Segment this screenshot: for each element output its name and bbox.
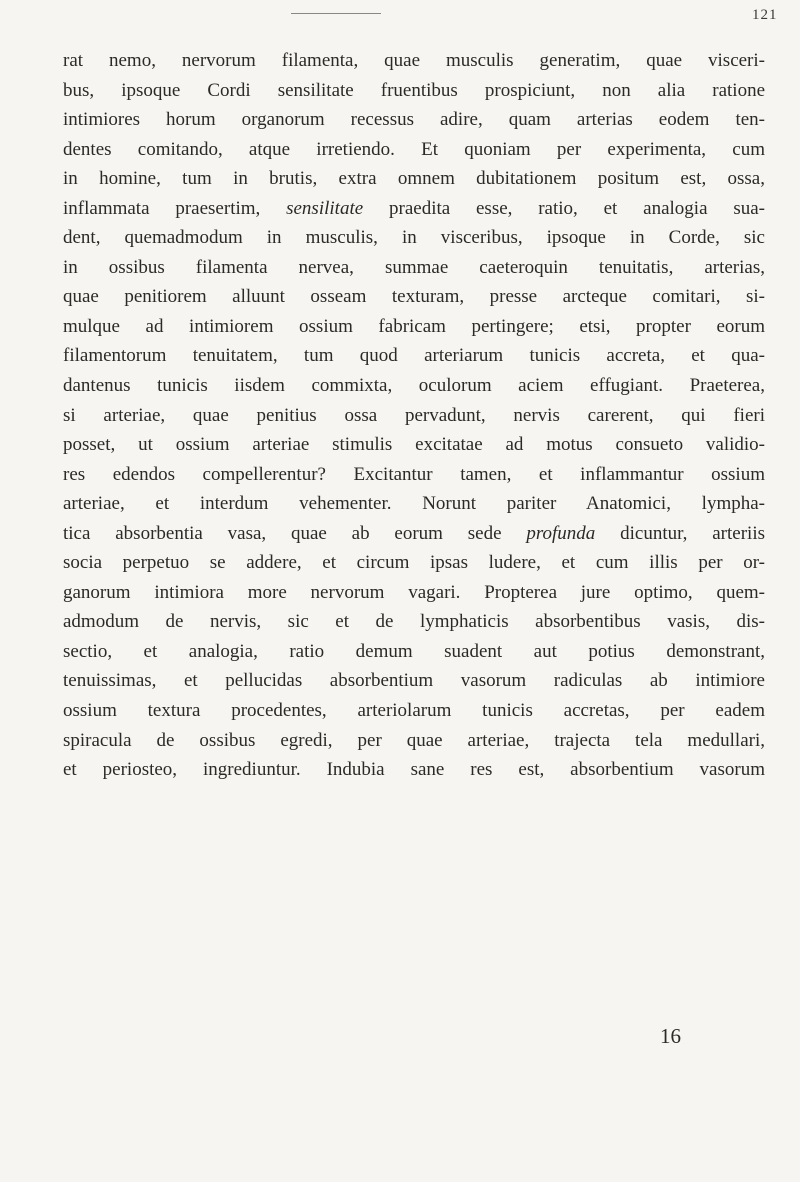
text-line: socia perpetuo se addere, et circum ipsas ludere, et cum illis per or- bbox=[63, 552, 765, 574]
text-line: res edendos compellerentur? Excitantur tamen, et inflammantur ossium bbox=[63, 463, 765, 485]
text-line: in ossibus filamenta nervea, summae caeteroquin tenuitatis, arterias, bbox=[63, 256, 765, 278]
signature-mark: 16 bbox=[660, 1024, 681, 1048]
text-line: admodum de nervis, sic et de lymphaticis absorbentibus vasis, dis- bbox=[63, 611, 765, 633]
text-line: et periosteo, ingrediuntur. Indubia sane res est, absorbentium vasorum bbox=[63, 759, 765, 781]
text-line: filamentorum tenuitatem, tum quod arteriarum tunicis accreta, et qua- bbox=[63, 345, 765, 367]
text-line: spiracula de ossibus egredi, per quae arteriae, trajecta tela medullari, bbox=[63, 729, 765, 751]
text-line: dentes comitando, atque irretiendo. Et quoniam per experimenta, cum bbox=[63, 138, 765, 160]
text-line: rat nemo, nervorum filamenta, quae musculis generatim, quae visceri- bbox=[63, 50, 765, 71]
text-line: quae penitiorem alluunt osseam texturam, presse arcteque comitari, si- bbox=[63, 286, 765, 308]
header-rule bbox=[291, 13, 381, 14]
text-line: tica absorbentia vasa, quae ab eorum sede profunda dicuntur, arteriis bbox=[63, 522, 765, 544]
text-line: inflammata praesertim, sensilitate praedita esse, ratio, et analogia sua- bbox=[63, 197, 765, 219]
text-line: in homine, tum in brutis, extra omnem dubitationem positum est, ossa, bbox=[63, 168, 765, 190]
italic-term: profunda bbox=[526, 522, 596, 544]
text-line: dantenus tunicis iisdem commixta, oculorum aciem effugiant. Praeterea, bbox=[63, 375, 765, 397]
text-line: ossium textura procedentes, arteriolarum tunicis accretas, per eadem bbox=[63, 700, 765, 722]
text-line: intimiores horum organorum recessus adire, quam arterias eodem ten- bbox=[63, 109, 765, 131]
text-line: arteriae, et interdum vehementer. Norunt pariter Anatomici, lympha- bbox=[63, 493, 765, 515]
text-line: tenuissimas, et pellucidas absorbentium vasorum radiculas ab intimiore bbox=[63, 670, 765, 692]
page-number: 121 bbox=[752, 7, 778, 23]
text-line: mulque ad intimiorem ossium fabricam pertingere; etsi, propter eorum bbox=[63, 315, 765, 337]
text-line: bus, ipsoque Cordi sensilitate fruentibus prospiciunt, non alia ratione bbox=[63, 79, 765, 101]
text-line: dent, quemadmodum in musculis, in visceribus, ipsoque in Corde, sic bbox=[63, 227, 765, 249]
text-line: posset, ut ossium arteriae stimulis excitatae ad motus consueto validio- bbox=[63, 434, 765, 456]
text-line: sectio, et analogia, ratio demum suadent aut potius demonstrant, bbox=[63, 640, 765, 662]
text-line: ganorum intimiora more nervorum vagari. Propterea jure optimo, quem- bbox=[63, 581, 765, 603]
body-text bbox=[63, 46, 765, 785]
italic-term: sensilitate bbox=[286, 197, 364, 219]
text-line: si arteriae, quae penitius ossa pervadunt, nervis carerent, qui fieri bbox=[63, 404, 765, 426]
